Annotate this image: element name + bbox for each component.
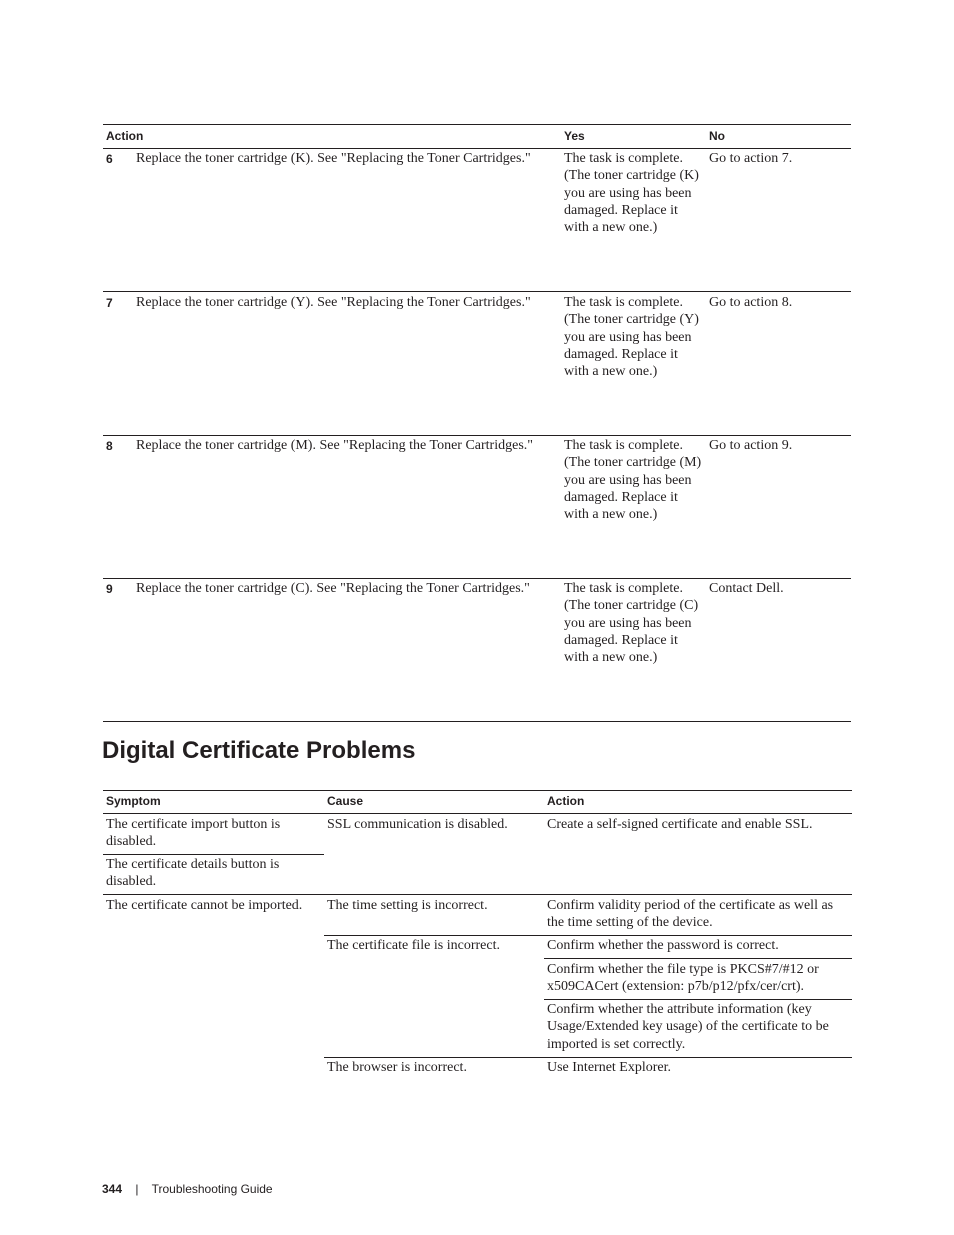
cause-cell: The time setting is incorrect.: [327, 898, 488, 913]
action-text: Replace the toner cartridge (K). See "Replacing the Toner Cartridges.": [136, 151, 531, 166]
cause-cell: The certificate file is incorrect.: [327, 938, 500, 953]
header-action: Action: [547, 794, 585, 808]
header-rule: [103, 148, 851, 149]
action-cell: Use Internet Explorer.: [547, 1060, 672, 1075]
action-rule: [544, 999, 852, 1000]
yes-text: The task is complete. (The toner cartridge (C) you are using has been damaged. Replace it with a new one.): [564, 581, 699, 666]
step-number: 6: [106, 152, 113, 166]
row-rule: [103, 291, 851, 292]
yes-text: The task is complete. (The toner cartridge (M) you are using has been damaged. Replace it with a new one.): [564, 438, 702, 523]
header-yes: Yes: [564, 129, 585, 143]
header-no: No: [709, 129, 725, 143]
action-text: Replace the toner cartridge (Y). See "Replacing the Toner Cartridges.": [136, 295, 531, 310]
yes-text: The task is complete. (The toner cartridge (K) you are using has been damaged. Replace it with a new one.): [564, 151, 699, 236]
footer-section: Troubleshooting Guide: [151, 1182, 273, 1196]
table-top-rule: [103, 124, 851, 125]
header-action: Action: [106, 129, 144, 143]
action-rule: [544, 958, 852, 959]
page-number: 344: [102, 1182, 123, 1196]
step-number: 9: [106, 582, 113, 596]
cause-cell: The browser is incorrect.: [327, 1060, 467, 1075]
action-cell: Create a self-signed certificate and enable SSL.: [547, 817, 813, 832]
section-title: Digital Certificate Problems: [102, 737, 416, 764]
action-text: Replace the toner cartridge (C). See "Replacing the Toner Cartridges.": [136, 581, 530, 596]
cause-cell: SSL communication is disabled.: [327, 817, 508, 832]
row-rule: [103, 578, 851, 579]
action-cell: Confirm whether the file type is PKCS#7/#12 or x509CACert (extension: p7b/p12/pfx/cer/crt).: [547, 962, 819, 995]
action-cell: Confirm whether the attribute information (key Usage/Extended key usage) of the certificate to be imported is set correctly.: [547, 1002, 829, 1052]
symptom-cell: The certificate cannot be imported.: [106, 898, 303, 913]
group-rule: [103, 894, 852, 895]
cause-rule: [324, 935, 852, 936]
header-symptom: Symptom: [106, 794, 161, 808]
symptom-rule: [103, 854, 324, 855]
symptom-cell: The certificate details button is disabled.: [106, 857, 280, 890]
step-number: 7: [106, 296, 113, 310]
yes-text: The task is complete. (The toner cartridge (Y) you are using has been damaged. Replace it with a new one.): [564, 295, 699, 380]
table-top-rule: [103, 790, 852, 791]
no-text: Go to action 7.: [709, 151, 793, 166]
table-bottom-rule: [103, 721, 851, 722]
cause-rule: [324, 1057, 852, 1058]
action-text: Replace the toner cartridge (M). See "Replacing the Toner Cartridges.": [136, 438, 533, 453]
step-number: 8: [106, 439, 113, 453]
page-footer: [102, 1181, 273, 1197]
action-cell: Confirm whether the password is correct.: [547, 938, 779, 953]
no-text: Contact Dell.: [709, 581, 784, 596]
no-text: Go to action 8.: [709, 295, 793, 310]
header-cause: Cause: [327, 794, 364, 808]
action-cell: Confirm validity period of the certificate as well as the time setting of the device.: [547, 898, 834, 931]
symptom-cell: The certificate import button is disabled.: [106, 817, 281, 850]
row-rule: [103, 435, 851, 436]
header-rule: [103, 813, 852, 814]
no-text: Go to action 9.: [709, 438, 793, 453]
footer-separator: |: [135, 1182, 139, 1196]
